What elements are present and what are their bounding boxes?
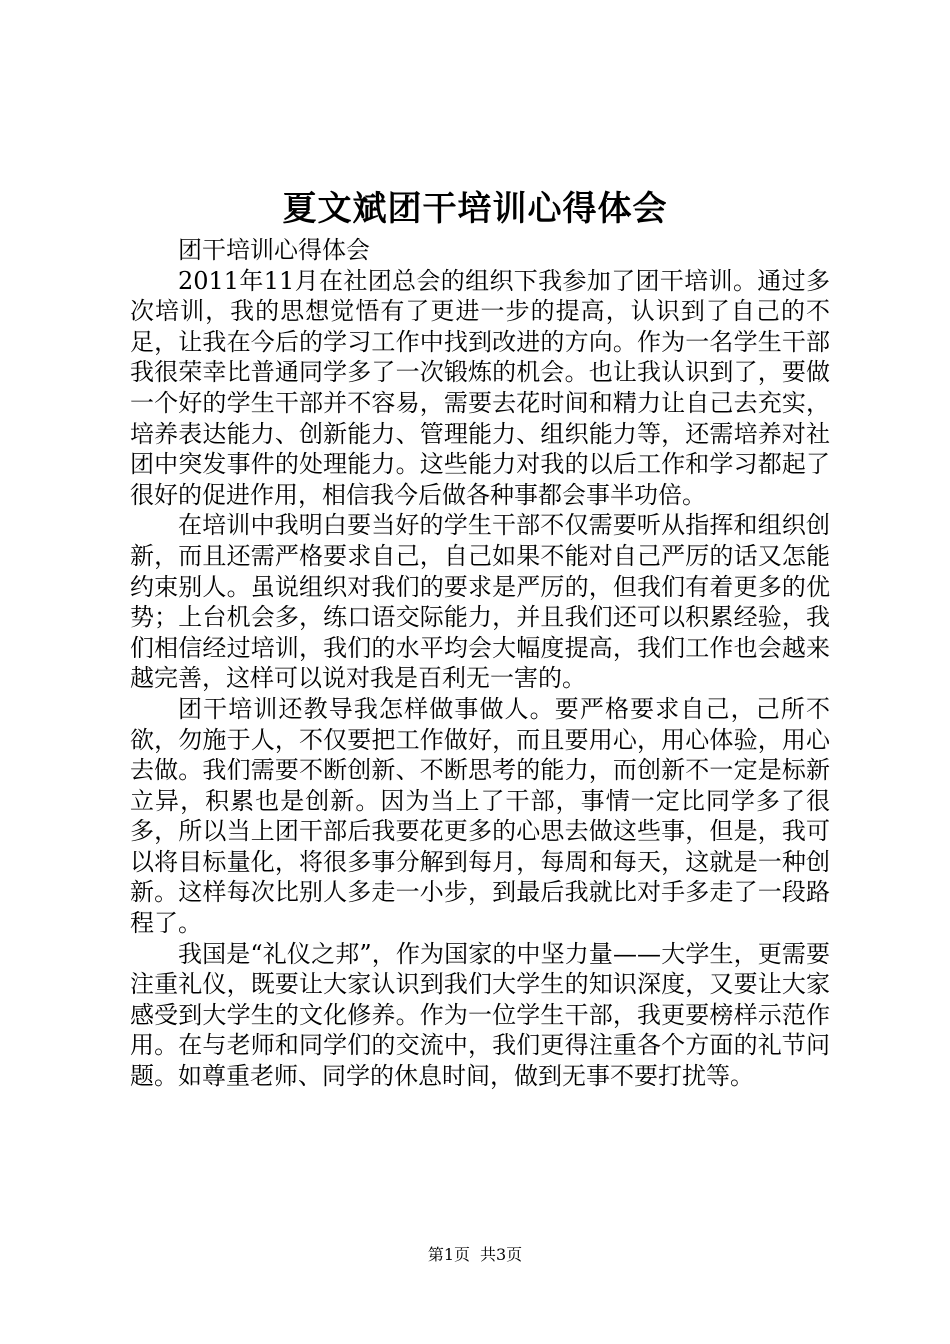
paragraph: 在培训中我明白要当好的学生干部不仅需要听从指挥和组织创新，而且还需严格要求自己，自己如果不能对自己严厉的话又怎能约束别人。虽说组织对我们的要求是严厉的，但我们有着更多的优势；上台机会多，练口语交际能力，并且我们还可以积累经验，我们相信经过培训，我们的水平均会大幅度提高，我们工作也会越来越完善，这样可以说对我是百利无一害的。 [130, 511, 830, 693]
paragraph: 我国是“礼仪之邦”，作为国家的中坚力量——大学生，更需要注重礼仪，既要让大家认识到我们大学生的知识深度，又要让大家感受到大学生的文化修养。作为一位学生干部，我更要榜样示范作用。在与老师和同学们的交流中，我们更得注重各个方面的礼节问题。如尊重老师、同学的休息时间，做到无事不要打扰等。 [130, 939, 830, 1091]
page-total: 共3页 [480, 1245, 523, 1264]
paragraph-subtitle: 团干培训心得体会 [178, 236, 370, 264]
page-footer [0, 1243, 950, 1267]
document-title: 夏文斌团干培训心得体会 [282, 189, 668, 229]
page-number: 第1页 [427, 1245, 470, 1264]
document-body [130, 235, 830, 1092]
paragraph: 团干培训还教导我怎样做事做人。要严格要求自己，己所不欲，勿施于人，不仅要把工作做好，而且要用心，用心体验，用心去做。我们需要不断创新、不断思考的能力，而创新不一定是标新立异，积累也是创新。因为当上了干部，事情一定比同学多了很多，所以当上团干部后我要花更多的心思去做这些事，但是，我可以将目标量化，将很多事分解到每月，每周和每天，这就是一种创新。这样每次比别人多走一小步，到最后我就比对手多走了一段路程了。 [130, 694, 830, 938]
paragraph: 2011年11月在社团总会的组织下我参加了团干培训。通过多次培训，我的思想觉悟有了更进一步的提高，认识到了自己的不足，让我在今后的学习工作中找到改进的方向。作为一名学生干部我很荣幸比普通同学多了一次锻炼的机会。也让我认识到了，要做一个好的学生干部并不容易，需要去花时间和精力让自己去充实，培养表达能力、创新能力、管理能力、组织能力等，还需培养对社团中突发事件的处理能力。这些能力对我的以后工作和学习都起了很好的促进作用，相信我今后做各种事都会事半功倍。 [130, 266, 830, 509]
